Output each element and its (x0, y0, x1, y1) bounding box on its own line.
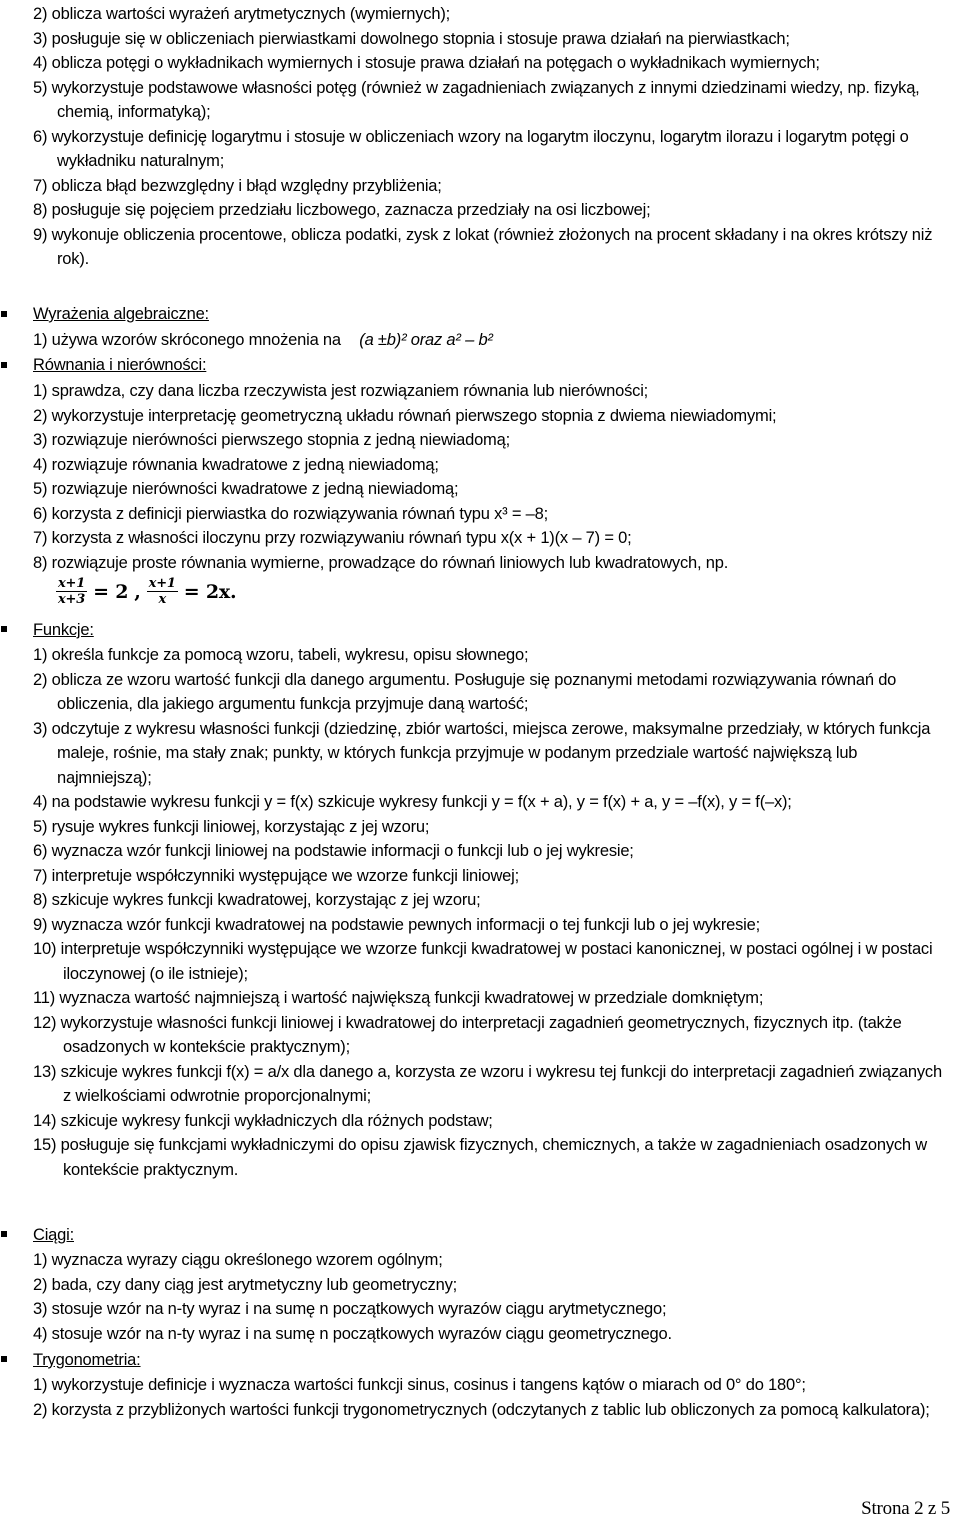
list-item: 10) interpretuje współczynniki występujące we wzorze funkcji kwadratowej w postaci kanonicznej, w postaci ogólnej i w postaci iloczynowej (o ile istnieje); (33, 940, 933, 983)
list-item: 5) rozwiązuje nierówności kwadratowe z jedną niewiadomą; (33, 480, 459, 498)
list-item: 2) oblicza wartości wyrażeń arytmetycznych (wymiernych); (33, 5, 450, 23)
list-item: 6) korzysta z definicji pierwiastka do rozwiązywania równań typu x³ = –8; (33, 504, 549, 523)
list-item: 2) oblicza ze wzoru wartość funkcji dla danego argumentu. Posługuje się poznanymi metodami rozwiązywania równań do obliczenia, dla jakiego argumentu funkcja przyjmuje daną wartość; (33, 670, 897, 713)
list-item: 13) szkicuje wykres funkcji f(x) = a/x dla danego a, korzysta ze wzoru i wykresu tej funkcji do interpretacji zagadnień związanych z wielkościami odwrotnie proporcjonalnymi; (33, 1062, 942, 1105)
list-item: 3) odczytuje z wykresu własności funkcji (dziedzinę, zbiór wartości, miejsca zerowe, maksymalne przedziały, w których funkcja maleje, rośnie, ma stały znak; punkty, w których funkcja przyjmuje w podanym przedziale wartość największą lub najmniejszą); (33, 719, 931, 787)
list-item: 2) korzysta z przybliżonych wartości funkcji trygonometrycznych (odczytanych z tablic lub obliczonych za pomocą kalkulatora); (33, 1400, 930, 1419)
trygonometria-list (33, 1373, 946, 1422)
list-item: 1) wyznacza wyrazy ciągu określonego wzorem ogólnym; (33, 1251, 443, 1269)
list-item: 5) wykorzystuje podstawowe własności potęg (również w zagadnieniach związanych z innymi dziedzinami wiedzy, np. fizyką, chemią, informatyką); (33, 78, 920, 121)
bullet-icon (1, 362, 7, 368)
section-heading-funkcje: Funkcje: (33, 621, 94, 639)
list-item: 4) stosuje wzór na n-ty wyraz i na sumę n początkowych wyrazów ciągu geometrycznego. (33, 1324, 672, 1343)
list-item: 2) bada, czy dany ciąg jest arytmetyczny lub geometryczny; (33, 1275, 458, 1294)
list-item: 8) posługuje się pojęciem przedziału liczbowego, zaznacza przedziały na osi liczbowej; (33, 201, 651, 219)
fraction: $\frac{x+1}{x}$ (148, 576, 176, 607)
list-item: 1) sprawdza, czy dana liczba rzeczywista jest rozwiązaniem równania lub nierówności; (33, 382, 649, 400)
formula: (a ±b)² oraz a² – b² (359, 331, 493, 349)
list-item: 4) na podstawie wykresu funkcji y = f(x) szkicuje wykresy funkcji y = f(x + a), y = f(x) + a, y = –f(x), y = f(–x); (33, 793, 792, 811)
list-item: 3) rozwiązuje nierówności pierwszego stopnia z jedną niewiadomą; (33, 431, 510, 449)
bullet-icon (1, 1356, 7, 1362)
list-item: 1) wykorzystuje definicje i wyznacza wartości funkcji sinus, cosinus i tangens kątów o miarach od 0° do 180°; (33, 1376, 806, 1394)
section-heading-ciagi: Ciągi: (33, 1226, 74, 1244)
list-item: 4) rozwiązuje równania kwadratowe z jedną niewiadomą; (33, 455, 439, 474)
list-item: 2) wykorzystuje interpretację geometryczną układu równań pierwszego stopnia z dwiema niewiadomymi; (33, 406, 777, 425)
list-item: 7) oblicza błąd bezwzględny i błąd względny przybliżenia; (33, 176, 442, 195)
list-item: 5) rysuje wykres funkcji liniowej, korzystając z jej wzoru; (33, 817, 430, 836)
list-item: 1) określa funkcje za pomocą wzoru, tabeli, wykresu, opisu słownego; (33, 646, 529, 664)
list-item: 14) szkicuje wykresy funkcji wykładniczych dla różnych podstaw; (33, 1111, 493, 1130)
list-item: 3) posługuje się w obliczeniach pierwiastkami dowolnego stopnia i stosuje prawa działań na pierwiastkach; (33, 29, 790, 48)
list-item: 7) korzysta z własności iloczynu przy rozwiązywaniu równań typu x(x + 1)(x – 7) = 0; (33, 529, 632, 547)
list-item: 6) wykorzystuje definicję logarytmu i stosuje w obliczeniach wzory na logarytm iloczynu, logarytm ilorazu i logarytm potęgi o wykładniku naturalnym; (33, 127, 909, 170)
list-item: 15) posługuje się funkcjami wykładniczymi do opisu zjawisk fizycznych, chemicznych, a także w zagadnieniach osadzonych w kontekście praktycznym. (33, 1136, 928, 1179)
intro-list (33, 2, 946, 272)
section-heading-wyrazenia: Wyrażenia algebraiczne: (33, 305, 209, 323)
list-item: 3) stosuje wzór na n-ty wyraz i na sumę n początkowych wyrazów ciągu arytmetycznego; (33, 1300, 667, 1318)
list-item: 4) oblicza potęgi o wykładnikach wymiernych i stosuje prawa działań na potęgach o wykładnikach wymiernych; (33, 54, 820, 72)
list-item: 11) wyznacza wartość najmniejszą i wartość największą funkcji kwadratowej w przedziale domkniętym; (33, 989, 764, 1007)
rownania-list (33, 379, 946, 575)
ciagi-list (33, 1248, 946, 1346)
bullet-icon (1, 311, 7, 317)
list-item: 9) wyznacza wzór funkcji kwadratowej na podstawie pewnych informacji o tej funkcji lub o jej wykresie; (33, 915, 761, 934)
example-equations: $\frac{x+1}{x+3}$ = 2 , $\frac{x+1}{x}$ = 2x. (58, 576, 237, 607)
list-item: 8) rozwiązuje proste równania wymierne, prowadzące do równań liniowych lub kwadratowych, np. (33, 553, 729, 572)
bullet-icon (1, 626, 7, 632)
list-item: 6) wyznacza wzór funkcji liniowej na podstawie informacji o funkcji lub o jej wykresie; (33, 842, 634, 860)
wyrazenia-list (33, 328, 946, 353)
section-heading-rownania: Równania i nierówności: (33, 356, 207, 374)
fraction: $\frac{x+1}{x+3}$ (58, 576, 86, 607)
section-heading-trygonometria: Trygonometria: (33, 1351, 141, 1369)
list-item: 12) wykorzystuje własności funkcji liniowej i kwadratowej do interpretacji zagadnień geometrycznych, fizycznych itp. (także osadzonych w kontekście praktycznym); (33, 1013, 902, 1056)
list-item: 1) używa wzorów skróconego mnożenia na (a ±b)² oraz a² – b² (33, 331, 493, 349)
page-number: Strona 2 z 5 (861, 1498, 950, 1519)
list-item: 9) wykonuje obliczenia procentowe, oblicza podatki, zysk z lokat (również złożonych na procent składany i na okres krótszy niż rok). (33, 225, 933, 268)
funkcje-list (33, 643, 946, 1182)
list-item: 7) interpretuje współczynniki występujące we wzorze funkcji liniowej; (33, 866, 519, 885)
list-item: 8) szkicuje wykres funkcji kwadratowej, korzystając z jej wzoru; (33, 891, 481, 909)
bullet-icon (1, 1231, 7, 1237)
